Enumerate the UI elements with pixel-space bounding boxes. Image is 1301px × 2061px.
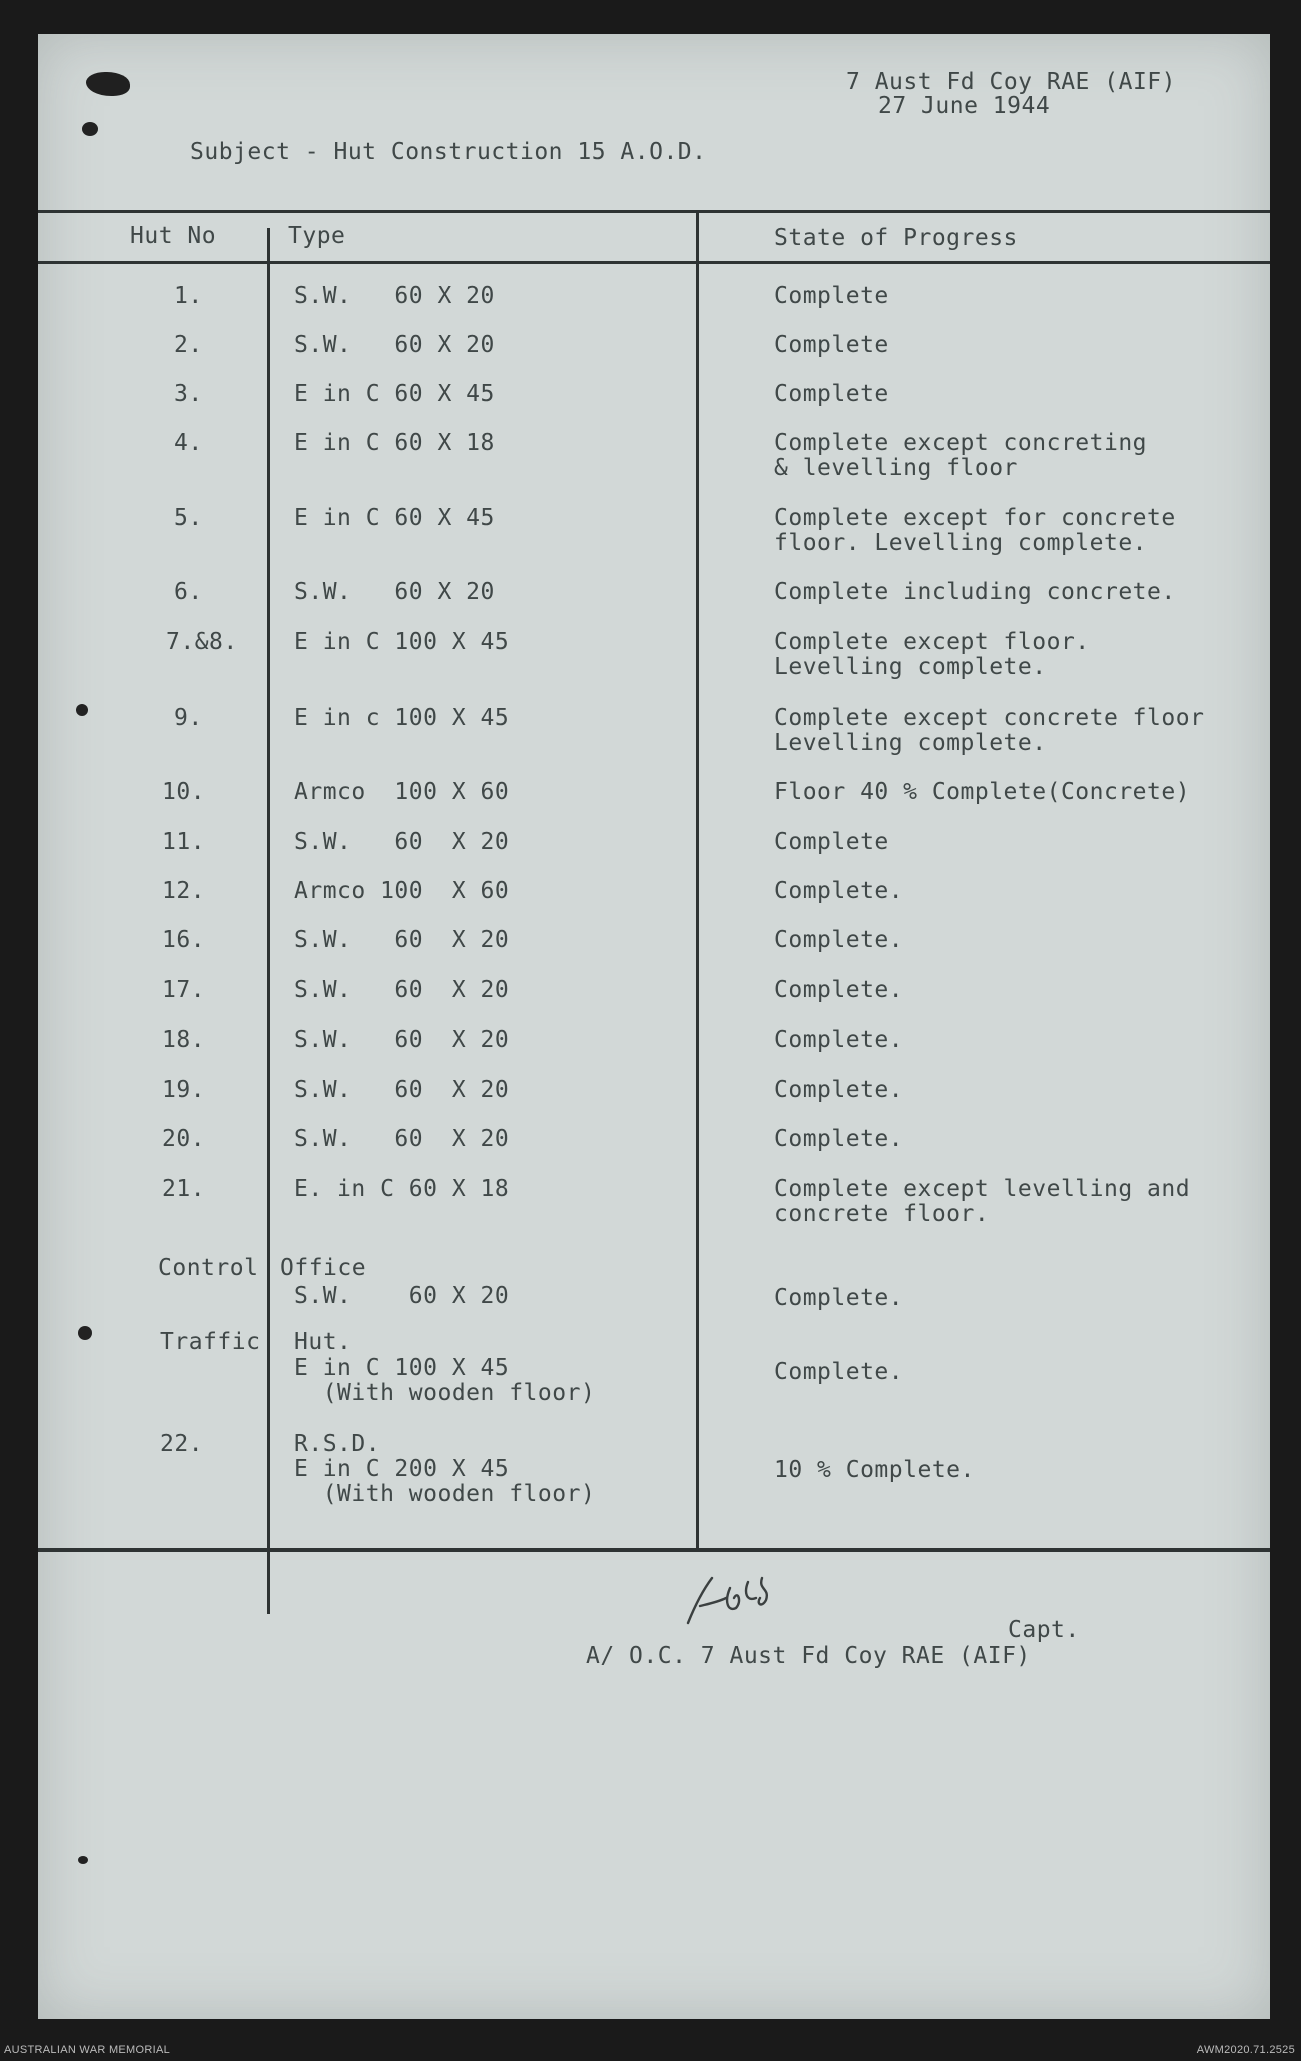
- hut-type: E in C 60 X 18: [294, 430, 495, 456]
- table-bottom-rule: [38, 1548, 1270, 1552]
- hut-number: 16.: [162, 927, 206, 953]
- archive-reference: AWM2020.71.2525: [1196, 2044, 1295, 2056]
- hut-number: 22.: [160, 1431, 204, 1457]
- hut-progress: Complete: [774, 332, 889, 358]
- hut-number: 9.: [174, 705, 203, 731]
- hut-progress: Complete.: [774, 1077, 904, 1103]
- hut-progress: Complete.: [774, 1126, 904, 1152]
- punch-hole: [82, 122, 98, 136]
- control-office-type: S.W. 60 X 20: [294, 1283, 510, 1309]
- hut-number: 21.: [162, 1176, 206, 1202]
- document-page: [38, 34, 1270, 2019]
- hut-progress: Complete: [774, 283, 889, 309]
- hut-number: 1.: [174, 283, 203, 309]
- hut-type: Armco 100 X 60: [294, 878, 510, 904]
- hut-type: E in C 60 X 45: [294, 505, 495, 531]
- punch-hole: [78, 1856, 88, 1864]
- signature-rank: Capt.: [1008, 1617, 1080, 1643]
- hut-type: S.W. 60 X 20: [294, 283, 495, 309]
- hut-number: 11.: [162, 829, 206, 855]
- control-office-label-a: Control: [158, 1255, 259, 1281]
- punch-hole: [78, 1326, 92, 1340]
- hut-type: S.W. 60 X 20: [294, 829, 510, 855]
- hut-type: S.W. 60 X 20: [294, 1077, 510, 1103]
- hut-progress: Floor 40 % Complete(Concrete): [774, 779, 1191, 805]
- hut-type: E in c 100 X 45: [294, 705, 510, 731]
- punch-hole: [76, 704, 88, 716]
- hut-type: S.W. 60 X 20: [294, 332, 495, 358]
- hut-type: E in C 60 X 45: [294, 381, 495, 407]
- hut-progress: Complete: [774, 829, 889, 855]
- traffic-hut-label-a: Traffic: [160, 1329, 261, 1355]
- hut-progress: Complete except floor. Levelling complete.: [774, 629, 1090, 680]
- hut-type: E. in C 60 X 18: [294, 1176, 510, 1202]
- handwritten-signature: [678, 1568, 798, 1638]
- hut-progress: Complete.: [774, 1027, 904, 1053]
- control-office-label-b: Office: [280, 1255, 367, 1281]
- hut-number: 7.&8.: [166, 629, 238, 655]
- column-divider-1: [267, 228, 270, 1614]
- hut-type: E in C 100 X 45: [294, 629, 510, 655]
- traffic-hut-progress: Complete.: [774, 1359, 904, 1385]
- hut-type: S.W. 60 X 20: [294, 1027, 510, 1053]
- hut-number: 4.: [174, 430, 203, 456]
- hut-progress: Complete except concreting & levelling floor: [774, 430, 1148, 481]
- hut-progress: Complete.: [774, 977, 904, 1003]
- unit-heading: 7 Aust Fd Coy RAE (AIF): [846, 69, 1176, 95]
- ink-blot: [86, 72, 130, 96]
- hut-progress: Complete except concrete floor Levelling complete.: [774, 705, 1205, 756]
- header-bottom-rule: [38, 261, 1270, 264]
- hut-number: 12.: [162, 878, 206, 904]
- column-header-hut-no: Hut No: [130, 223, 217, 249]
- hut-number: 3.: [174, 381, 203, 407]
- date-heading: 27 June 1944: [878, 93, 1051, 119]
- subject-line: Subject - Hut Construction 15 A.O.D.: [190, 139, 707, 165]
- hut-number: 10.: [162, 779, 206, 805]
- hut-number: 19.: [162, 1077, 206, 1103]
- hut-type: Armco 100 X 60: [294, 779, 510, 805]
- hut-number: 5.: [174, 505, 203, 531]
- hut-number: 18.: [162, 1027, 206, 1053]
- column-divider-2: [696, 212, 699, 1550]
- signature-title: A/ O.C. 7 Aust Fd Coy RAE (AIF): [586, 1643, 1031, 1669]
- column-header-progress: State of Progress: [774, 225, 1018, 251]
- hut-type: R.S.D. E in C 200 X 45 (With wooden floor): [294, 1431, 596, 1507]
- hut-number: 17.: [162, 977, 206, 1003]
- hut-type: S.W. 60 X 20: [294, 927, 510, 953]
- hut-type: S.W. 60 X 20: [294, 1126, 510, 1152]
- hut-progress: Complete.: [774, 878, 904, 904]
- hut-progress: Complete except levelling and concrete floor.: [774, 1176, 1191, 1227]
- hut-progress: 10 % Complete.: [774, 1457, 975, 1483]
- hut-number: 20.: [162, 1126, 206, 1152]
- hut-progress: Complete: [774, 381, 889, 407]
- hut-type: S.W. 60 X 20: [294, 977, 510, 1003]
- column-header-type: Type: [288, 223, 346, 249]
- hut-type: S.W. 60 X 20: [294, 579, 495, 605]
- table-top-rule: [38, 210, 1270, 213]
- traffic-hut-type: E in C 100 X 45 (With wooden floor): [294, 1355, 596, 1406]
- hut-number: 6.: [174, 579, 203, 605]
- archive-credit: AUSTRALIAN WAR MEMORIAL: [4, 2044, 171, 2056]
- hut-progress: Complete including concrete.: [774, 579, 1176, 605]
- control-office-progress: Complete.: [774, 1285, 904, 1311]
- hut-progress: Complete except for concrete floor. Levelling complete.: [774, 505, 1176, 556]
- hut-number: 2.: [174, 332, 203, 358]
- traffic-hut-label-b: Hut.: [294, 1329, 352, 1355]
- hut-progress: Complete.: [774, 927, 904, 953]
